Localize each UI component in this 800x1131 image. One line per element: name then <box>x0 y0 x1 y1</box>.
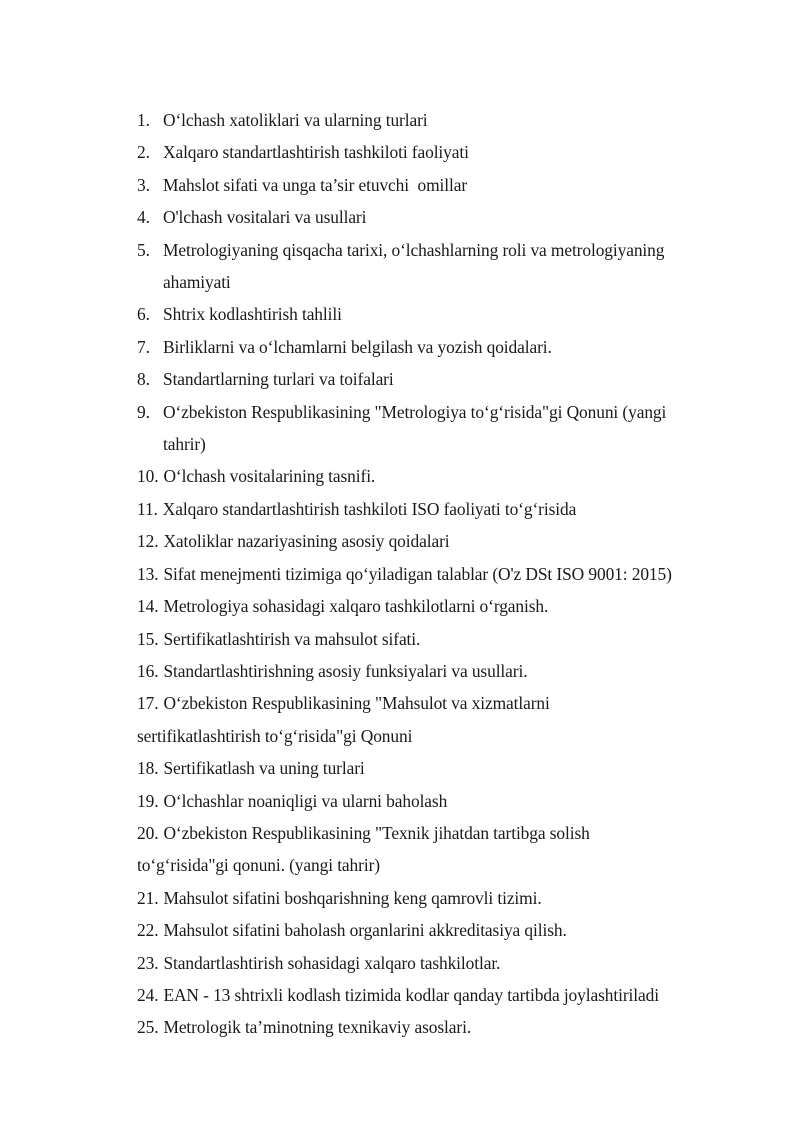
item-text: Mahslot sifati va unga ta’sir etuvchi omillar <box>163 174 468 195</box>
item-text-wrapped <box>163 234 664 299</box>
list-item <box>137 687 737 752</box>
item-number: 9. <box>137 401 150 422</box>
item-text: Metrologiyaning qisqacha tarixi, o‘lchashlarning roli va metrologiyaning <box>163 239 665 260</box>
list-item <box>137 558 737 590</box>
item-number: 3. <box>137 174 150 195</box>
list-item <box>137 493 737 525</box>
list-item <box>137 363 737 395</box>
item-text-continuation: ahamiyati <box>163 272 231 293</box>
item-number: 7. <box>137 336 150 357</box>
item-text: Sertifikatlash va uning turlari <box>163 758 365 779</box>
list-item <box>137 169 737 201</box>
item-number: 14. <box>137 596 159 617</box>
item-text: O‘lchash xatoliklari va ularning turlari <box>163 110 428 130</box>
list-item <box>137 882 737 914</box>
list-item <box>137 785 737 817</box>
item-text: Xalqaro standartlashtirish tashkiloti faoliyati <box>163 142 469 163</box>
item-text: Birliklarni va o‘lchamlarni belgilash va yozish qoidalari. <box>163 336 552 357</box>
item-text: Metrologik ta’minotning texnikaviy asoslari. <box>163 1017 472 1038</box>
item-text-continuation: to‘g‘risida"gi qonuni. (yangi tahrir) <box>137 855 380 876</box>
item-text: O‘zbekiston Respublikasining "Metrologiya to‘g‘risida"gi Qonuni (yangi <box>163 401 667 422</box>
item-number: 17. <box>137 693 159 714</box>
item-text: Mahsulot sifatini baholash organlarini akkreditasiya qilish. <box>163 920 567 941</box>
item-text-continuation: tahrir) <box>163 434 206 455</box>
item-text: Sifat menejmenti tizimiga qo‘yiladigan talablar (O'z DSt ISO 9001: 2015) <box>163 563 672 584</box>
item-number: 18. <box>137 758 159 779</box>
list-item <box>137 460 737 492</box>
list-item <box>137 979 737 1011</box>
list-item <box>137 752 737 784</box>
item-number: 24. <box>137 984 159 1005</box>
item-number: 2. <box>137 142 150 163</box>
list-item <box>137 623 737 655</box>
item-text: Standartlarning turlari va toifalari <box>163 369 394 390</box>
item-number: 12. <box>137 531 159 552</box>
item-text: Xatoliklar nazariyasining asosiy qoidalari <box>163 531 450 552</box>
list-item <box>137 136 737 168</box>
item-text: O'lchash vositalari va usullari <box>163 207 367 228</box>
item-text: O‘lchashlar noaniqligi va ularni baholash <box>163 790 448 811</box>
item-text: O‘lchash vositalarining tasnifi. <box>163 466 376 487</box>
list-item <box>137 914 737 946</box>
list-item <box>137 525 737 557</box>
list-item <box>137 234 737 299</box>
item-text: O‘zbekiston Respublikasining "Mahsulot va xizmatlarni <box>163 693 550 714</box>
item-number: 15. <box>137 628 159 649</box>
item-number: 16. <box>137 660 159 681</box>
list-item <box>137 298 737 330</box>
item-number: 6. <box>137 304 150 325</box>
list-item <box>137 947 737 979</box>
list-item <box>137 331 737 363</box>
list-item <box>137 1011 737 1043</box>
item-number: 1. <box>137 110 150 130</box>
item-number: 13. <box>137 563 159 584</box>
item-text: Standartlashtirish sohasidagi xalqaro tashkilotlar. <box>163 952 501 973</box>
item-text-wrapped <box>163 396 666 461</box>
item-number: 4. <box>137 207 150 228</box>
item-text: EAN - 13 shtrixli kodlash tizimida kodlar qanday tartibda joylashtiriladi <box>163 984 659 1005</box>
item-number: 10. <box>137 466 159 487</box>
list-item <box>137 817 737 882</box>
item-number: 23. <box>137 952 159 973</box>
item-number: 11. <box>137 498 158 519</box>
item-text: Mahsulot sifatini boshqarishning keng qamrovli tizimi. <box>163 887 542 908</box>
item-text: O‘zbekiston Respublikasining "Texnik jihatdan tartibga solish <box>163 822 590 843</box>
item-number: 8. <box>137 369 150 390</box>
item-text: Xalqaro standartlashtirish tashkiloti ISO faoliyati to‘g‘risida <box>162 498 577 519</box>
item-number: 20. <box>137 822 159 843</box>
item-number: 25. <box>137 1017 159 1038</box>
item-text: Metrologiya sohasidagi xalqaro tashkilotlarni o‘rganish. <box>163 596 549 617</box>
list-item <box>137 590 737 622</box>
item-number: 22. <box>137 920 159 941</box>
item-number: 5. <box>137 239 150 260</box>
item-text-continuation: sertifikatlashtirish to‘g‘risida"gi Qonuni <box>137 725 413 746</box>
item-number: 21. <box>137 887 159 908</box>
list-item <box>137 655 737 687</box>
list-item <box>137 201 737 233</box>
topic-list <box>137 104 737 1044</box>
item-number: 19. <box>137 790 159 811</box>
item-text: Standartlashtirishning asosiy funksiyalari va usullari. <box>163 660 528 681</box>
item-text: Shtrix kodlashtirish tahlili <box>163 304 342 325</box>
list-item <box>137 104 737 136</box>
list-item <box>137 396 737 461</box>
item-text: Sertifikatlashtirish va mahsulot sifati. <box>163 628 421 649</box>
